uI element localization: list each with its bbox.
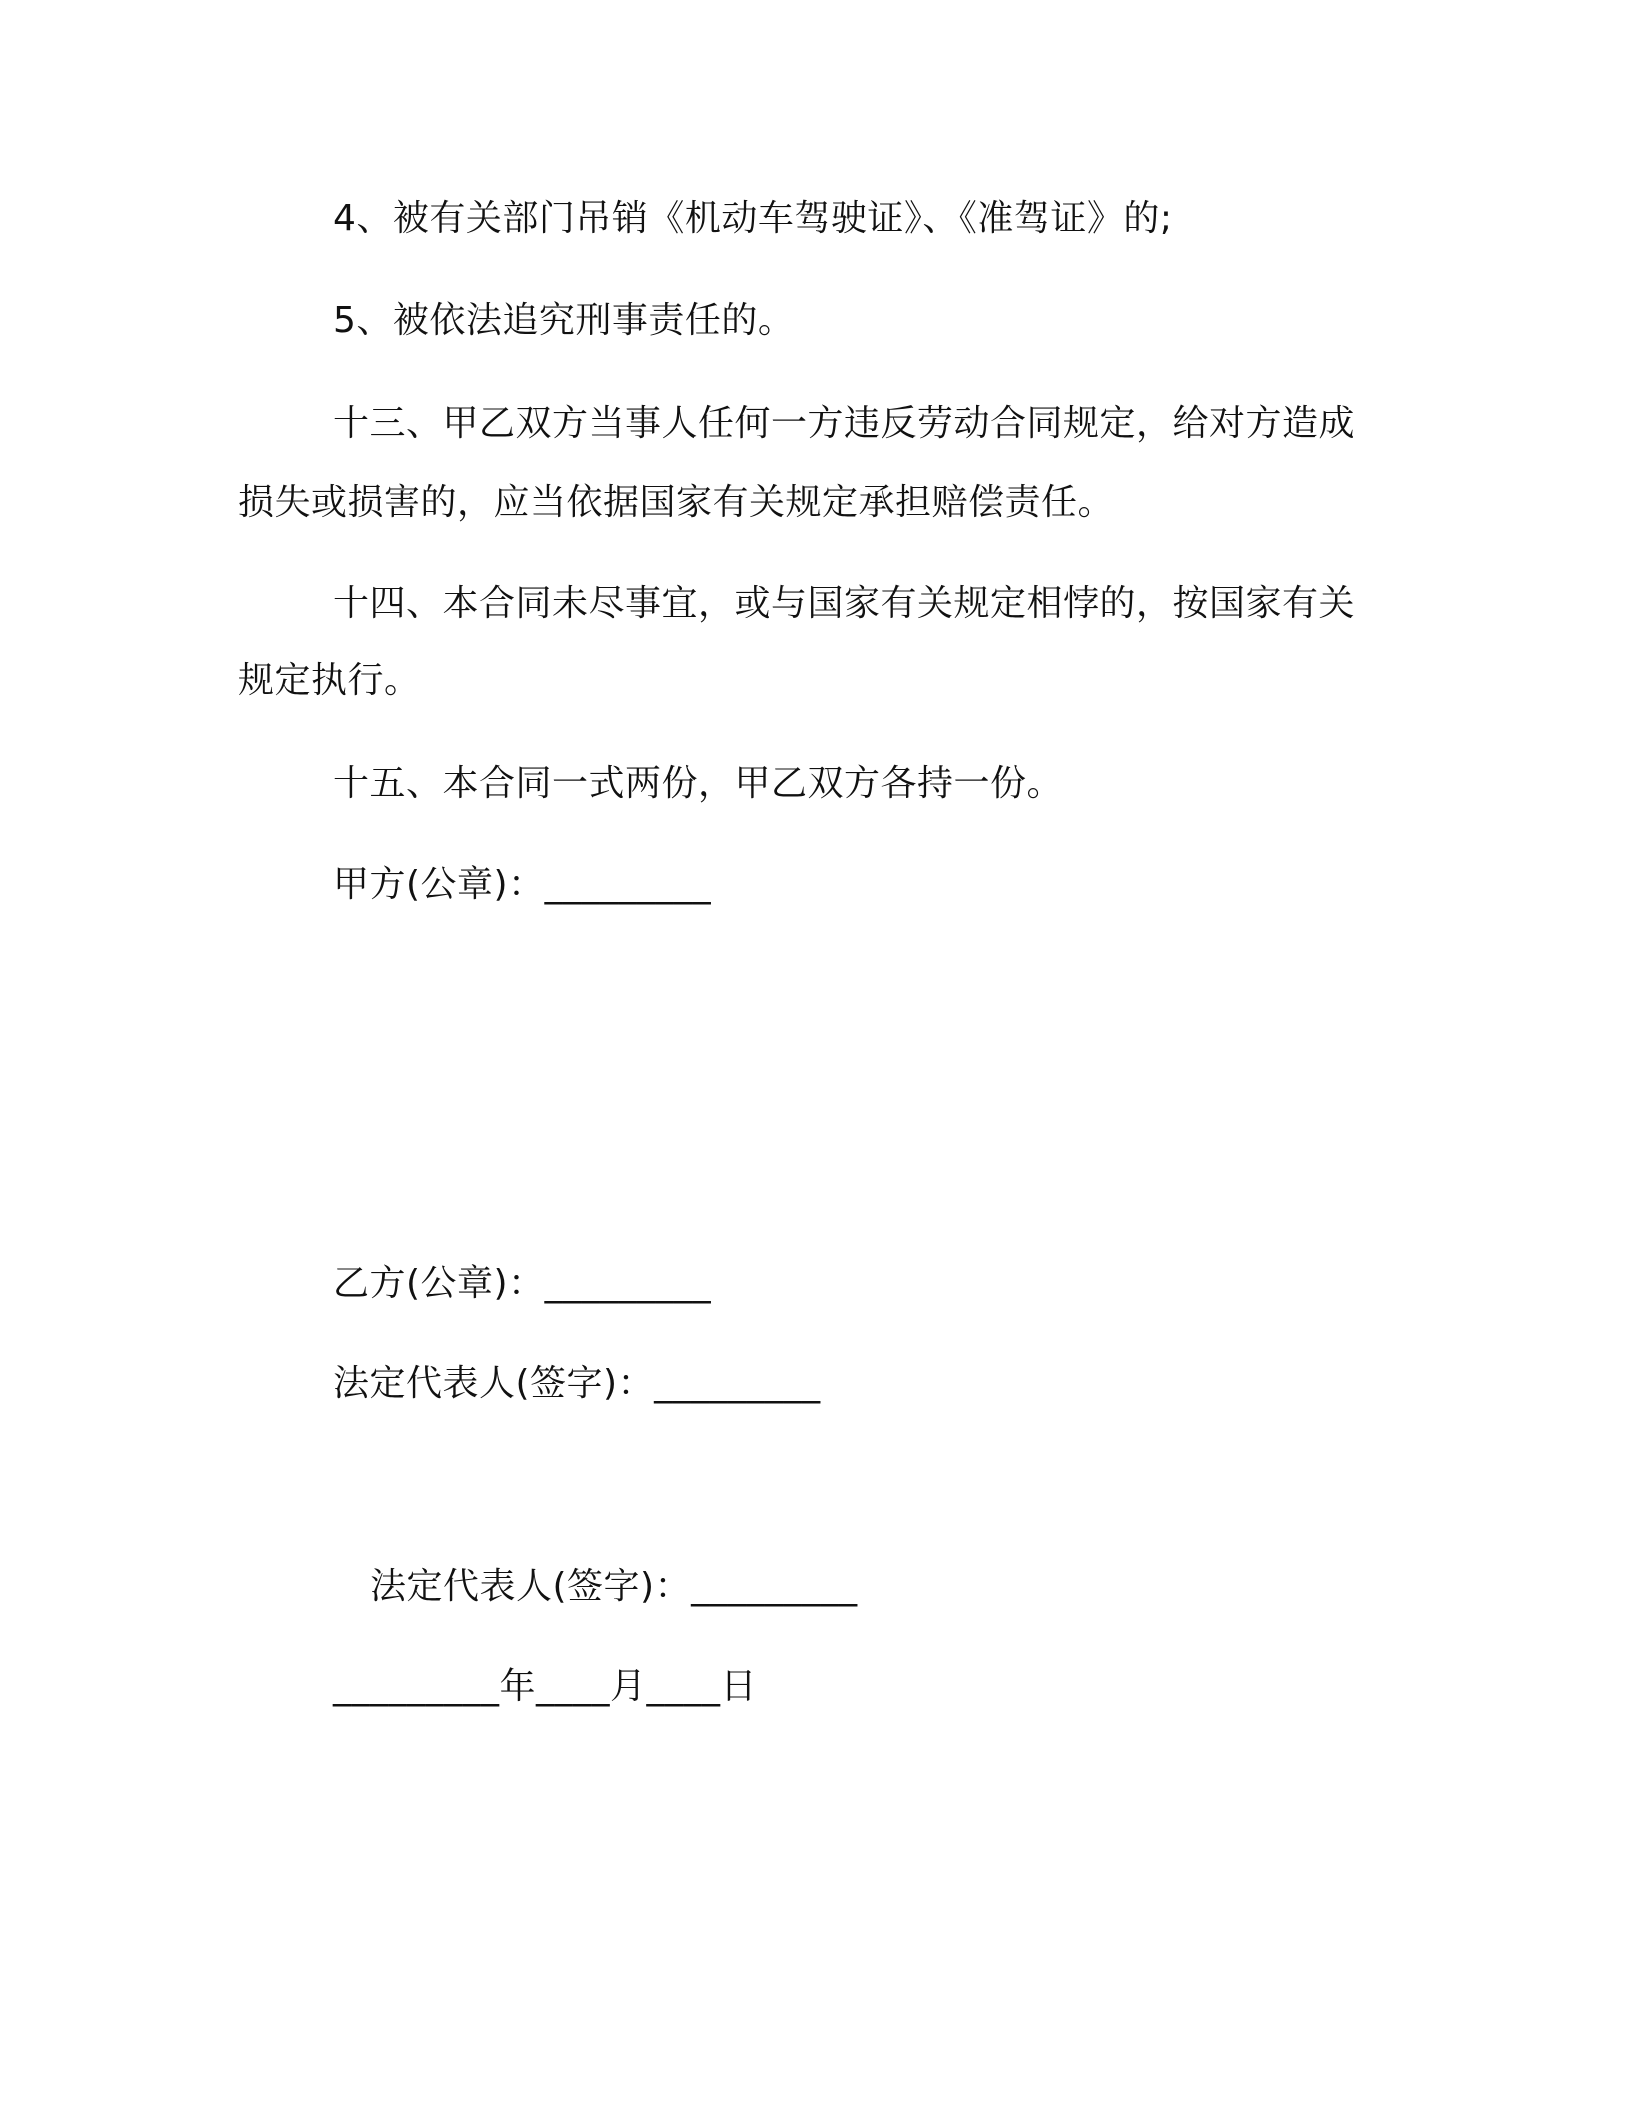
clause-13-line-2: 损失或损害的，应当依据国家有关规定承担赔偿责任。 [238, 482, 1115, 523]
clause-14-line-2: 规定执行。 [238, 660, 421, 701]
party-a-seal-line: 甲方(公章)：_________ [333, 864, 712, 905]
clause-13-line-1: 十三、甲乙双方当事人任何一方违反劳动合同规定，给对方造成 [333, 403, 1356, 444]
legal-representative-signature-line-2: 法定代表人(签字)：_________ [370, 1566, 858, 1607]
signature-date-line: _________年____月____日 [333, 1666, 757, 1707]
clause-14-line-1: 十四、本合同未尽事宜，或与国家有关规定相悖的，按国家有关 [333, 583, 1356, 624]
party-b-seal-line: 乙方(公章)：_________ [333, 1263, 712, 1304]
paragraph-item-4: 4、被有关部门吊销《机动车驾驶证》、《准驾证》的; [333, 198, 1173, 239]
legal-representative-signature-line: 法定代表人(签字)：_________ [333, 1363, 821, 1404]
paragraph-item-5: 5、被依法追究刑事责任的。 [333, 300, 795, 341]
clause-15: 十五、本合同一式两份，甲乙双方各持一份。 [333, 763, 1064, 804]
